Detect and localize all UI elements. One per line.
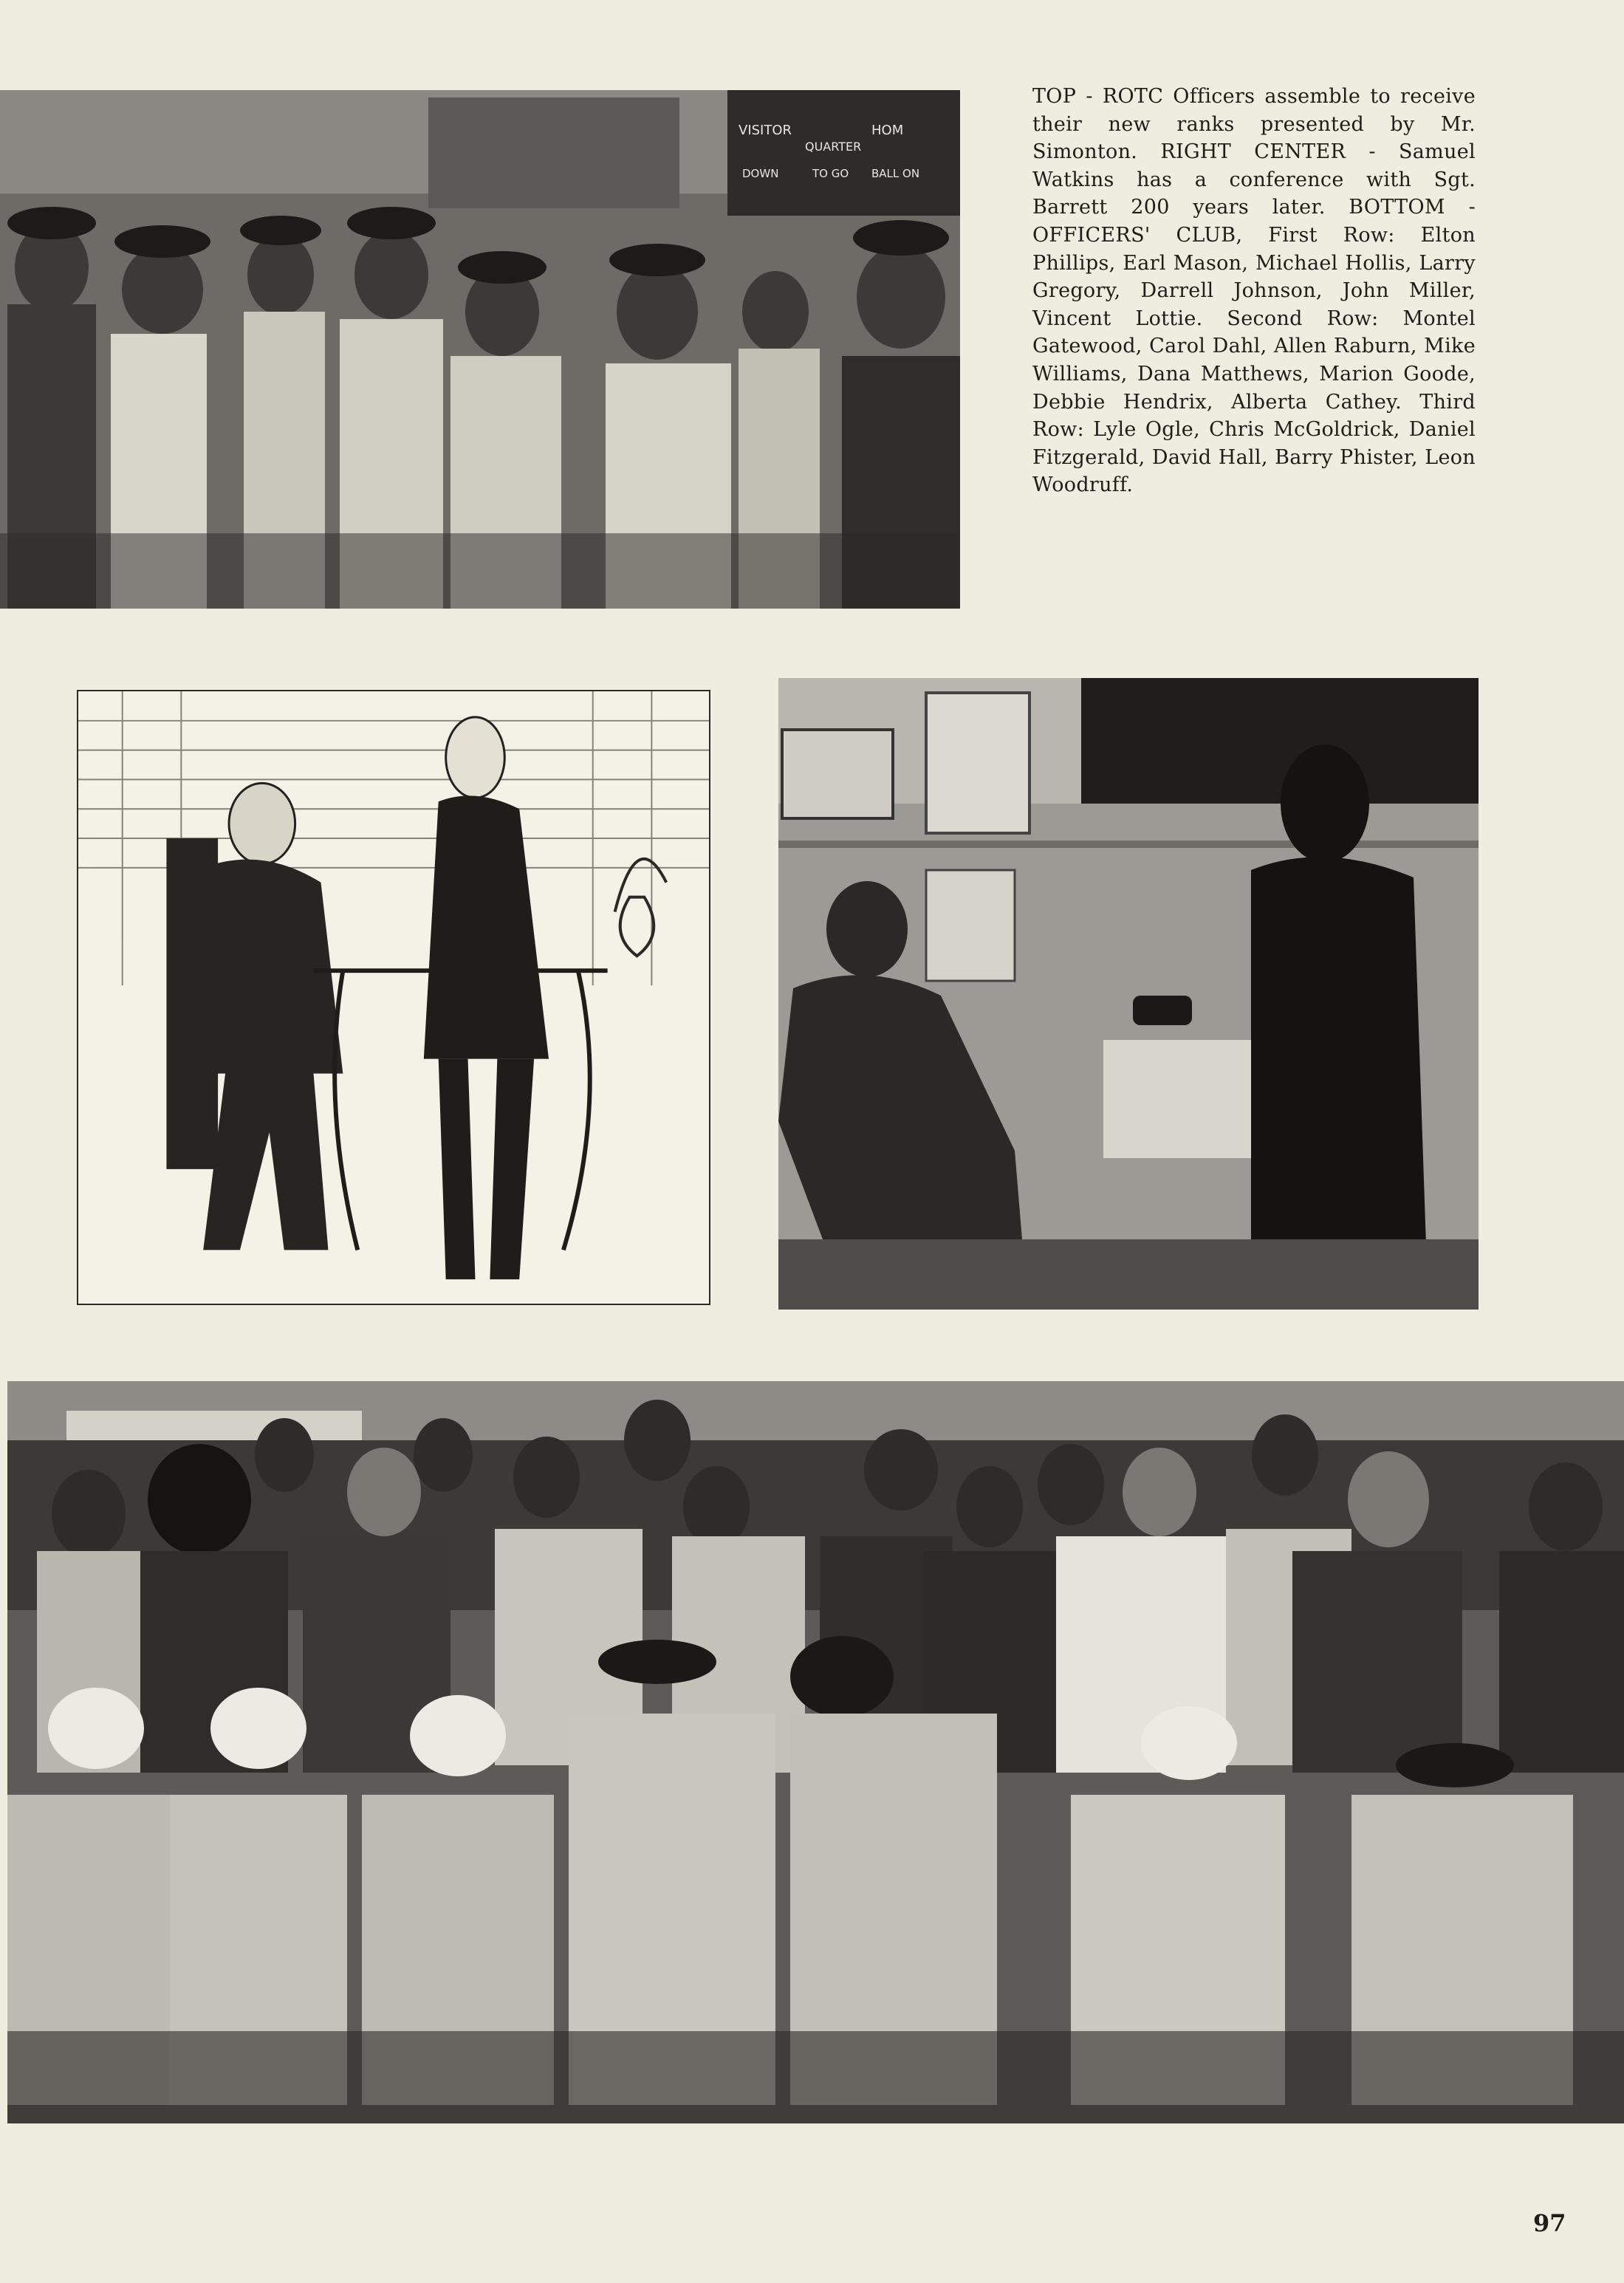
engraving-image bbox=[78, 691, 709, 1304]
photo-caption: TOP - ROTC Officers assemble to receive their new ranks presented by Mr. Simonton. RIGHT CENTER - Samuel Watkins has a conference with Sgt. Barrett 200 years later. BOTTOM - OFFICERS' CLUB, First Row: Elton Phillips, Earl Mason, Michael Hollis, Larry Gregory, Darrell Johnson, John Miller, Vincent Lottie. Second Row: Montel Gatewood, Carol Dahl, Allen Raburn, Mike Williams, Dana Matthews, Marion Goode, Debbie Hendrix, Alberta Cathey. Third Row: Lyle Ogle, Chris McGoldrick, Daniel Fitzgerald, David Hall, Barry Phister, Leon Woodruff. bbox=[1032, 85, 1476, 497]
illustration-engraving bbox=[77, 690, 710, 1305]
office-image bbox=[778, 678, 1479, 1310]
officers-club-image bbox=[7, 1381, 1624, 2123]
scoreboard-home: HOM bbox=[871, 123, 904, 138]
scoreboard-to-go: TO GO bbox=[812, 167, 849, 180]
telephone-icon bbox=[1133, 996, 1192, 1025]
photo-office-conference bbox=[778, 678, 1479, 1310]
photo-officers-club bbox=[7, 1381, 1624, 2123]
page-number: 97 bbox=[1533, 2209, 1566, 2237]
rotc-officers-image bbox=[0, 90, 960, 609]
scoreboard-visitor: VISITOR bbox=[739, 123, 792, 138]
scoreboard-down: DOWN bbox=[742, 167, 779, 180]
scoreboard-quarter: QUARTER bbox=[805, 140, 862, 154]
scoreboard-ball-on: BALL ON bbox=[871, 167, 920, 180]
photo-rotc-officers bbox=[0, 90, 960, 609]
scoreboard bbox=[727, 90, 960, 216]
